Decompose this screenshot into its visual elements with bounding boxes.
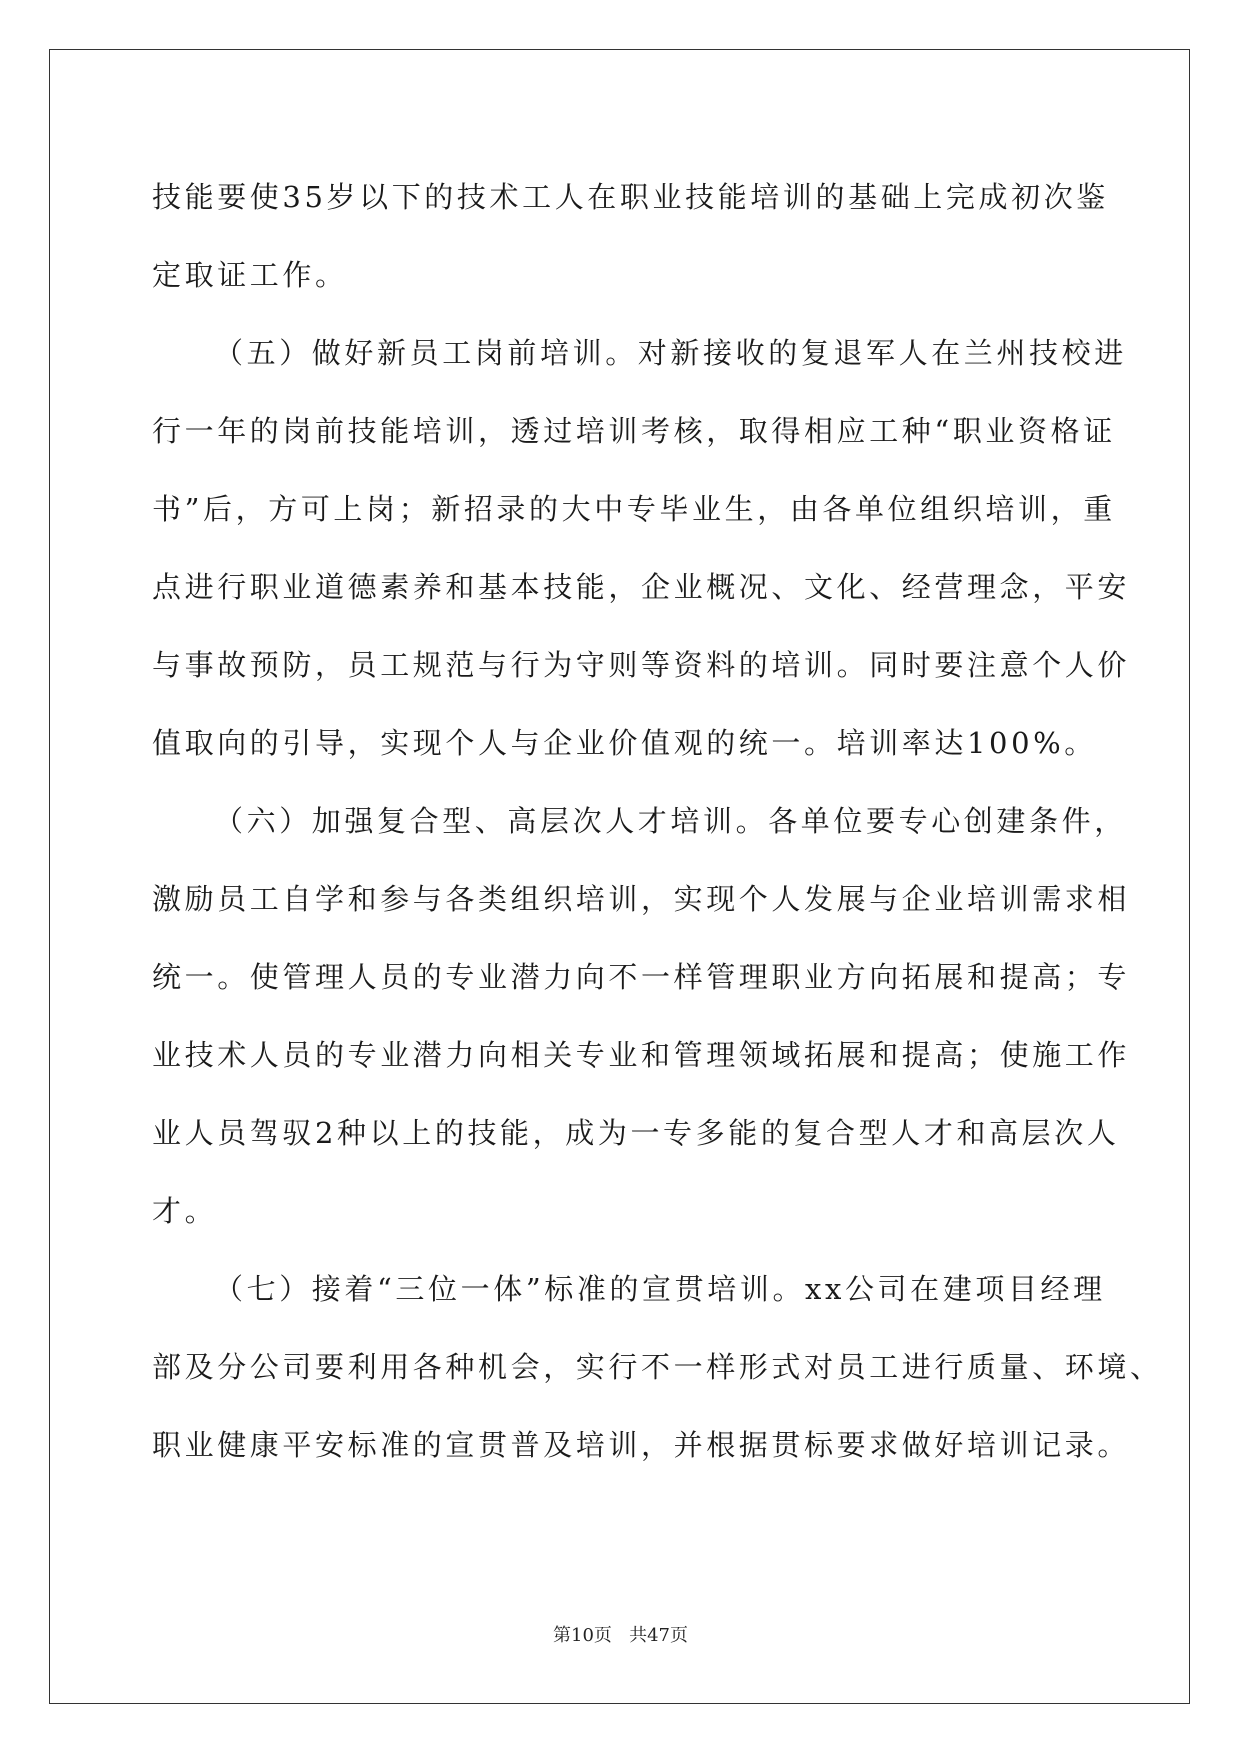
text-line: 技能要使35岁以下的技术工人在职业技能培训的基础上完成初次鉴 xyxy=(152,180,1109,214)
page-number: 第10页 xyxy=(553,1625,612,1646)
text-line: 业人员驾驭2种以上的技能，成为一专多能的复合型人才和高层次人 xyxy=(152,1116,1120,1150)
text-line: 与事故预防，员工规范与行为守则等资料的培训。同时要注意个人价 xyxy=(152,648,1131,682)
text-line: 激励员工自学和参与各类组织培训，实现个人发展与企业培训需求相 xyxy=(152,882,1131,916)
text-line: 部及分公司要利用各种机会，实行不一样形式对员工进行质量、环境、 xyxy=(152,1350,1163,1384)
text-line: （六）加强复合型、高层次人才培训。各单位要专心创建条件， xyxy=(214,804,1127,838)
text-line: （五）做好新员工岗前培训。对新接收的复退军人在兰州技校进 xyxy=(214,336,1127,370)
text-line: 业技术人员的专业潜力向相关专业和管理领域拓展和提高；使施工作 xyxy=(152,1038,1131,1072)
text-line: 值取向的引导，实现个人与企业价值观的统一。培训率达100%。 xyxy=(152,726,1097,760)
text-line: 定取证工作。 xyxy=(152,258,348,292)
page-footer xyxy=(0,1621,1241,1647)
text-line: 统一。使管理人员的专业潜力向不一样管理职业方向拓展和提高；专 xyxy=(152,960,1131,994)
text-line: 书”后，方可上岗；新招录的大中专毕业生，由各单位组织培训，重 xyxy=(152,492,1116,526)
text-line: （七）接着“三位一体”标准的宣贯培训。xx公司在建项目经理 xyxy=(214,1272,1106,1306)
page-total: 共47页 xyxy=(629,1625,688,1646)
text-line: 职业健康平安标准的宣贯普及培训，并根据贯标要求做好培训记录。 xyxy=(152,1428,1131,1462)
document-body xyxy=(152,158,1163,1484)
text-line: 才。 xyxy=(152,1194,218,1228)
text-line: 点进行职业道德素养和基本技能，企业概况、文化、经营理念，平安 xyxy=(152,570,1131,604)
text-line: 行一年的岗前技能培训，透过培训考核，取得相应工种“职业资格证 xyxy=(152,414,1116,448)
